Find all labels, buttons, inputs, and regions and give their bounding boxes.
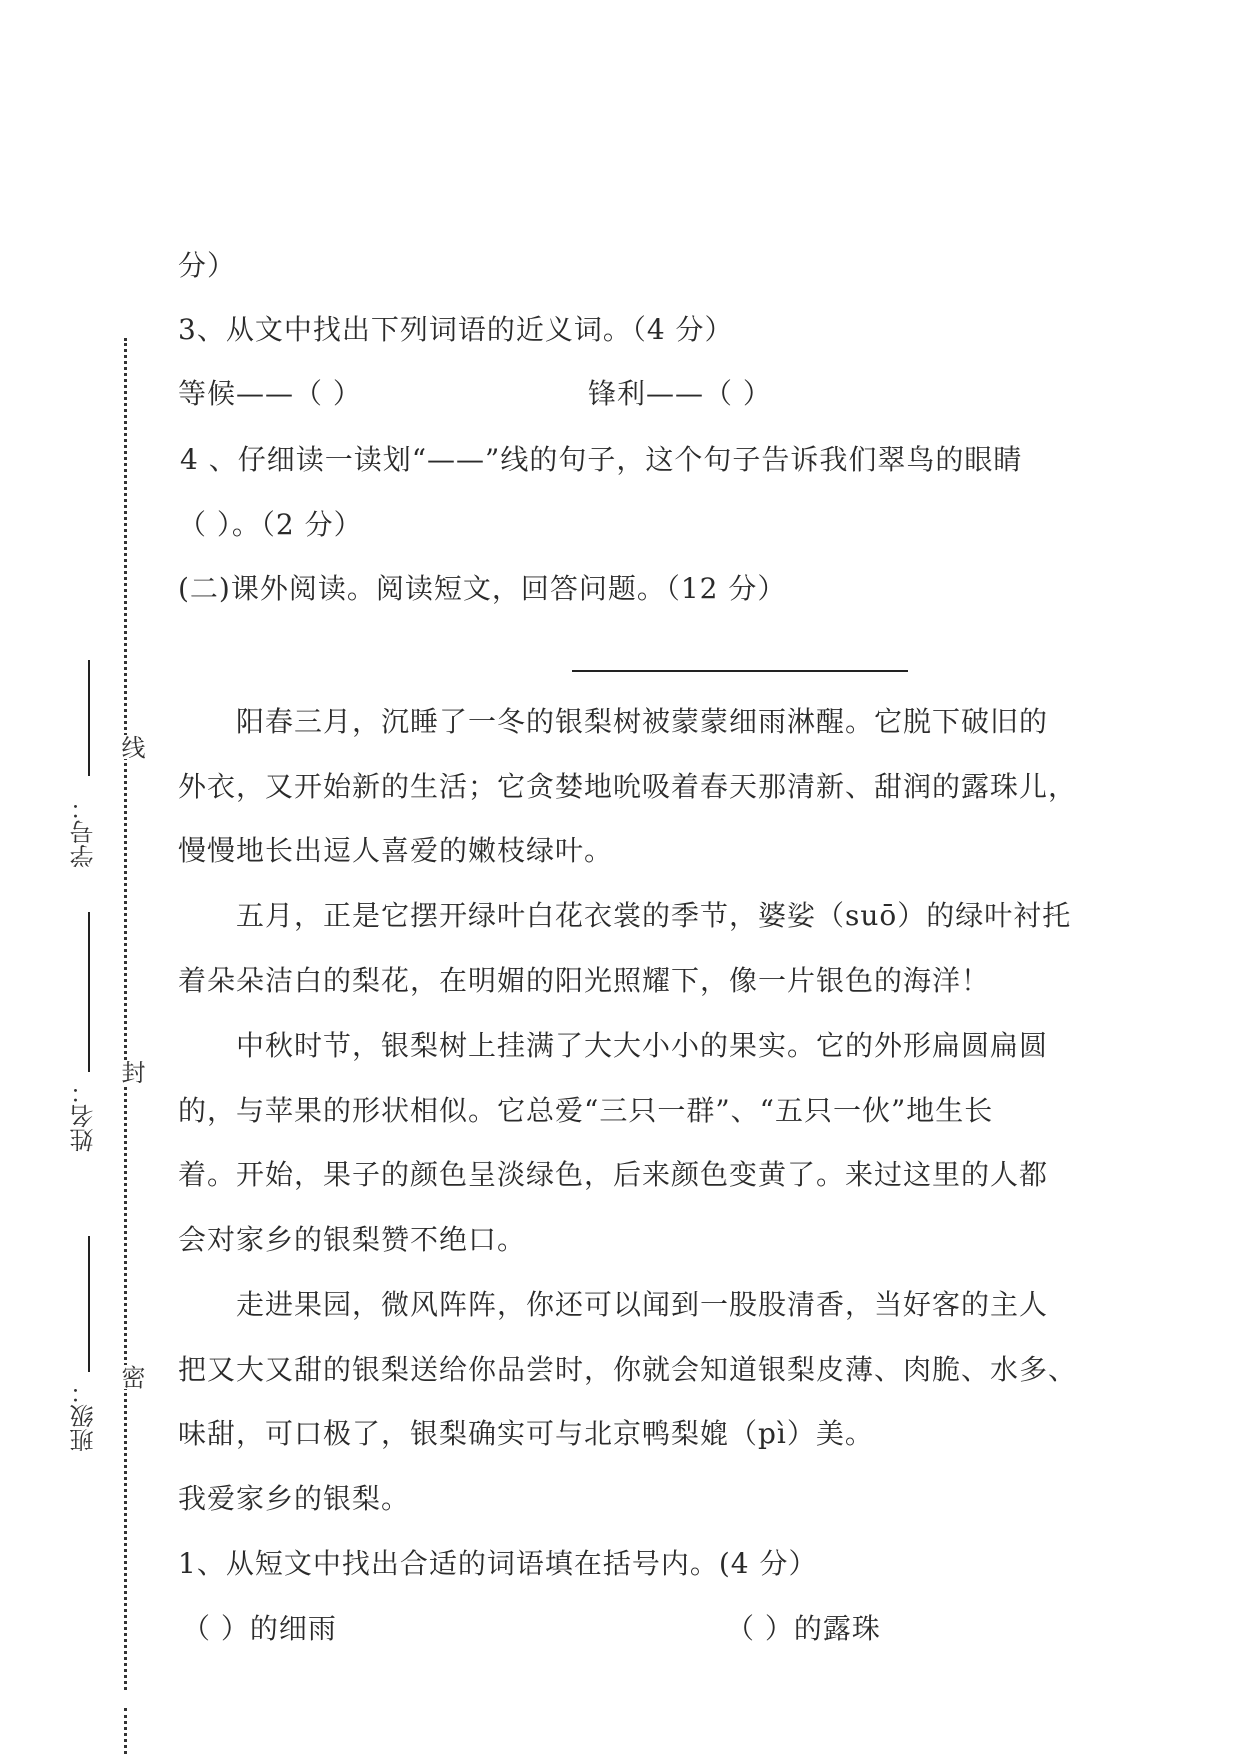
passage-line: 我爱家乡的银梨。 bbox=[178, 1482, 411, 1515]
faint-header-residue bbox=[400, 150, 407, 175]
student-name-label: 姓名： bbox=[70, 1080, 98, 1152]
student-id-label: 学号： bbox=[70, 796, 98, 868]
student-id-field[interactable] bbox=[88, 660, 90, 776]
passage-line: 中秋时节，银梨树上挂满了大大小小的果实。它的外形扁圆扁圆 bbox=[236, 1029, 1049, 1062]
question-1-blank-rain[interactable]: （ ）的细雨 bbox=[182, 1612, 337, 1645]
binding-mark-secret: 密 bbox=[114, 1365, 149, 1389]
student-name-field[interactable] bbox=[88, 912, 90, 1072]
binding-dotted-line-bottom bbox=[124, 1708, 127, 1754]
passage-line: 着朵朵洁白的梨花，在明媚的阳光照耀下，像一片银色的海洋！ bbox=[178, 964, 991, 997]
passage-line: 外衣，又开始新的生活；它贪婪地吮吸着春天那清新、甜润的露珠儿， bbox=[178, 770, 1078, 803]
passage-line: 着。开始，果子的颜色呈淡绿色，后来颜色变黄了。来过这里的人都 bbox=[178, 1158, 1049, 1191]
binding-mark-line: 线 bbox=[114, 735, 149, 759]
passage-line: 味甜，可口极了，银梨确实可与北京鸭梨媲（pì）美。 bbox=[178, 1417, 874, 1450]
question-3-prompt: 3、从文中找出下列词语的近义词。（4 分） bbox=[178, 313, 734, 346]
section-2-heading: (二)课外阅读。阅读短文，回答问题。（12 分） bbox=[178, 572, 787, 605]
score-continuation: 分） bbox=[178, 249, 237, 282]
class-field[interactable] bbox=[88, 1236, 90, 1372]
question-1-blank-dew[interactable]: （ ）的露珠 bbox=[726, 1612, 881, 1645]
passage-title-blank[interactable] bbox=[572, 670, 908, 672]
passage-line: 会对家乡的银梨赞不绝口。 bbox=[178, 1223, 527, 1256]
passage-line: 的，与苹果的形状相似。它总爱“三只一群”、“五只一伙”地生长 bbox=[178, 1094, 994, 1127]
question-3-blank-sharp[interactable]: 锋利——（ ） bbox=[588, 377, 772, 410]
passage-line: 慢慢地长出逗人喜爱的嫩枝绿叶。 bbox=[178, 834, 614, 867]
binding-mark-seal: 封 bbox=[114, 1060, 149, 1084]
passage-line: 五月，正是它摆开绿叶白花衣裳的季节，婆娑（suō）的绿叶衬托 bbox=[236, 899, 1072, 932]
question-1-prompt: 1、从短文中找出合适的词语填在括号内。(4 分） bbox=[178, 1547, 818, 1580]
question-3-blank-wait[interactable]: 等候——（ ） bbox=[178, 377, 362, 410]
passage-line: 阳春三月，沉睡了一冬的银梨树被蒙蒙细雨淋醒。它脱下破旧的 bbox=[236, 705, 1049, 738]
class-label: 班级： bbox=[70, 1380, 98, 1452]
passage-line: 把又大又甜的银梨送给你品尝时，你就会知道银梨皮薄、肉脆、水多、 bbox=[178, 1353, 1078, 1386]
question-4-blank[interactable]: （ ）。（2 分） bbox=[178, 508, 363, 541]
passage-line: 走进果园，微风阵阵，你还可以闻到一股股清香，当好客的主人 bbox=[236, 1288, 1049, 1321]
binding-dotted-line bbox=[124, 338, 127, 1690]
question-4-prompt: 4 、仔细读一读划“——”线的句子，这个句子告诉我们翠鸟的眼睛 bbox=[180, 443, 1023, 476]
